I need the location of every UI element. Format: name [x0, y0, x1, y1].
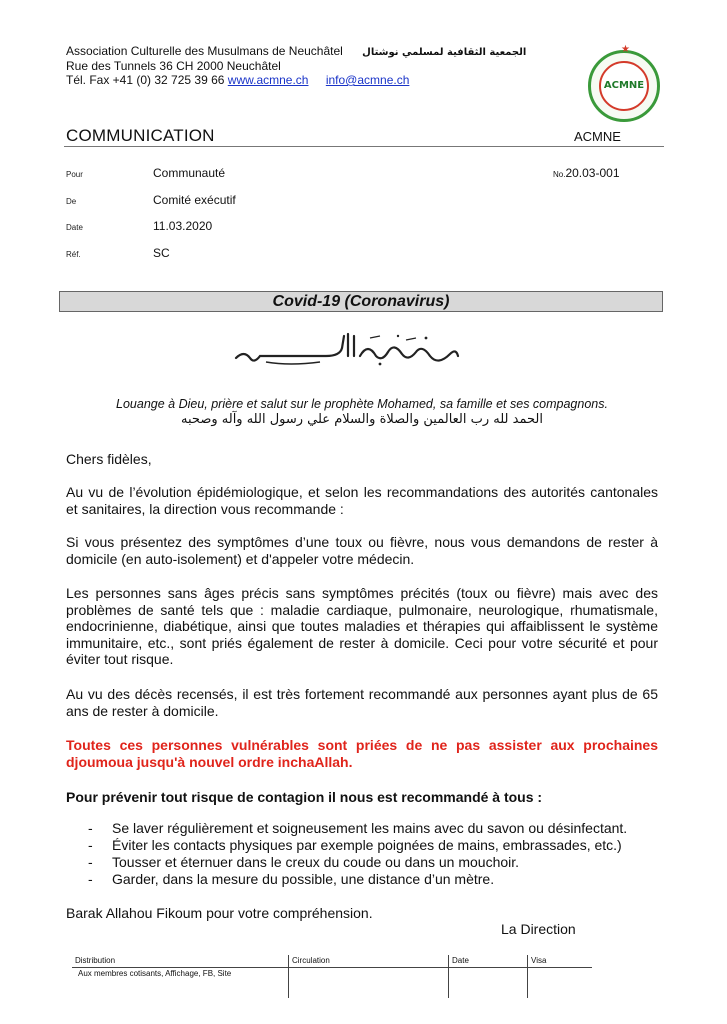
list-item	[88, 820, 658, 837]
reference-prefix: No.	[553, 170, 566, 179]
praise-french: Louange à Dieu, prière et salut sur le prophète Mohamed, sa famille et ses compagnons.	[116, 397, 608, 411]
list-item	[88, 854, 658, 871]
list-item	[88, 871, 658, 888]
org-name-arabic: الجمعية الثقافية لمسلمي نوشتال	[362, 47, 527, 58]
prevention-list	[88, 820, 658, 888]
basmala-calligraphy	[230, 328, 464, 372]
list-marker: -	[88, 854, 93, 870]
cell-circulation	[289, 968, 449, 999]
cell-visa	[528, 968, 593, 999]
greeting: Chers fidèles,	[66, 451, 152, 467]
table-header-row	[72, 955, 592, 968]
header-circulation: Circulation	[289, 955, 449, 968]
paragraph-4: Au vu des décès recensés, il est très fortement recommandé aux personnes ayant plus de 65 ans de rester à domicile.	[66, 686, 658, 719]
table-row	[72, 968, 592, 999]
paragraph-1: Au vu de l’évolution épidémiologique, et selon les recommandations des autorités cantonales et sanitaires, la direction vous recommande :	[66, 484, 658, 517]
meta-value-pour: Communauté	[153, 166, 226, 180]
document-title: COMMUNICATION	[66, 126, 215, 145]
star-icon: ★	[621, 44, 630, 55]
list-marker: -	[88, 837, 93, 853]
meta-label-de: De	[66, 197, 77, 206]
prevention-heading: Pour prévenir tout risque de contagion il nous est recommandé à tous :	[66, 789, 543, 805]
paragraph-3: Les personnes sans âges précis sans symptômes précités (toux ou fièvre) mais avec des problèmes de santé tels que : maladie cardiaque, pulmonaire, neurologique, rhumatismale, endocrinienne, diabétique, ainsi que toutes maladies et thérapies qui affaiblissent le système immunitaire, etc., sont priés également de rester à domicile. Ceci pour votre sécurité et pour éviter tout risque.	[66, 585, 658, 667]
header-visa: Visa	[528, 955, 593, 968]
org-address: Rue des Tunnels 36 CH 2000 Neuchâtel	[66, 59, 281, 73]
reference-number	[553, 166, 620, 180]
list-marker: -	[88, 871, 93, 887]
cell-distribution: Aux membres cotisants, Affichage, FB, Site	[78, 969, 232, 978]
phone: Tél. Fax +41 (0) 32 725 39 66	[66, 73, 225, 87]
org-name-line	[66, 44, 526, 60]
meta-label-ref: Réf.	[66, 250, 81, 259]
header-divider	[64, 146, 664, 147]
list-item-text: Se laver régulièrement et soigneusement les mains avec du savon ou désinfectant.	[112, 820, 628, 836]
contact-line	[66, 73, 409, 88]
header-date: Date	[449, 955, 528, 968]
acmne-logo	[588, 44, 660, 122]
org-short-name: ACMNE	[574, 129, 621, 144]
cell-date	[449, 968, 528, 999]
subject-banner: Covid-19 (Coronavirus)	[59, 291, 663, 312]
signature: La Direction	[501, 921, 576, 937]
meta-label-date: Date	[66, 223, 83, 232]
meta-label-pour: Pour	[66, 170, 83, 179]
header-distribution: Distribution	[72, 955, 289, 968]
org-name: Association Culturelle des Musulmans de Neuchâtel	[66, 44, 343, 58]
meta-value-date: 11.03.2020	[153, 219, 213, 233]
praise-arabic: الحمد لله رب العالمين والصلاة والسلام علي رسول الله وآله وصحبه	[181, 412, 543, 427]
website-link[interactable]: www.acmne.ch	[227, 73, 309, 87]
warning-text: Toutes ces personnes vulnérables sont priées de ne pas assister aux prochaines djoumoua jusqu'à nouvel ordre inchaAllah.	[66, 737, 658, 770]
closing-text: Barak Allahou Fikoum pour votre compréhension.	[66, 905, 373, 921]
list-item	[88, 837, 658, 854]
distribution-table	[72, 955, 592, 998]
list-item-text: Garder, dans la mesure du possible, une distance d’un mètre.	[112, 871, 495, 887]
reference-value: 20.03-001	[565, 166, 620, 180]
list-marker: -	[88, 820, 93, 836]
list-item-text: Éviter les contacts physiques par exemple poignées de mains, embrassades, etc.)	[112, 837, 622, 853]
logo-text: ACMNE	[603, 80, 645, 91]
paragraph-2: Si vous présentez des symptômes d’une toux ou fièvre, nous vous demandons de rester à domicile (en auto-isolement) et d'appeler votre médecin.	[66, 534, 658, 567]
email-link[interactable]: info@acmne.ch	[325, 73, 410, 87]
list-item-text: Tousser et éternuer dans le creux du coude ou dans un mouchoir.	[112, 854, 520, 870]
meta-value-ref: SC	[153, 246, 170, 260]
meta-value-de: Comité exécutif	[153, 193, 236, 207]
